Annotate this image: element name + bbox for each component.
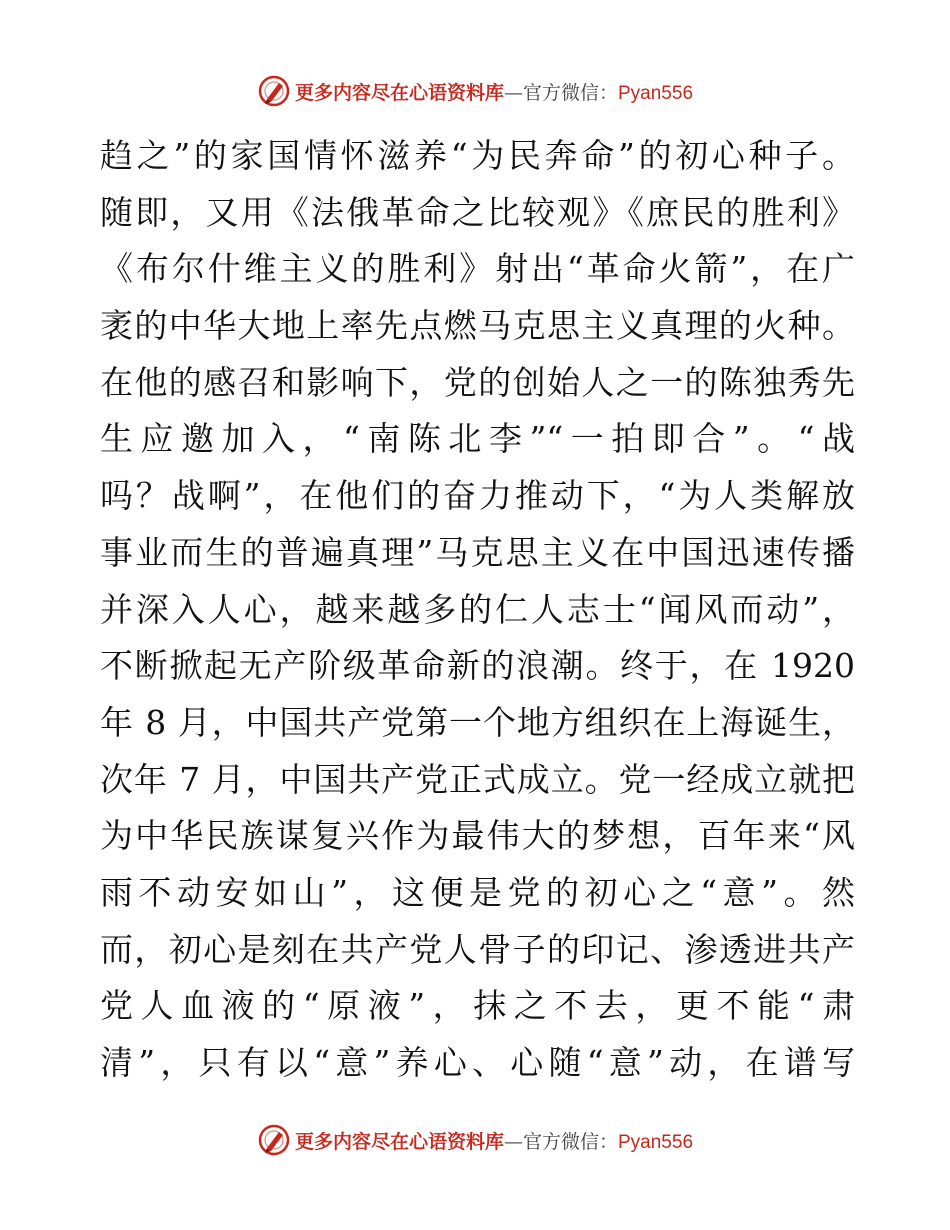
body-line: 在他的感召和影响下，党的创始人之一的陈独秀先 [100, 362, 855, 402]
watermark-wechat-label: 官方微信： [522, 1130, 618, 1153]
body-line: 次年 7 月，中国共产党正式成立。党一经成立就把 [100, 759, 855, 799]
body-line: 而，初心是刻在共产党人骨子的印记、渗透进共产 [100, 929, 855, 969]
body-line: 清”，只有以“意”养心、心随“意”动，在谱写 [100, 1043, 855, 1082]
body-line: 事业而生的普遍真理”马克思主义在中国迅速传播 [100, 532, 855, 572]
watermark-footer [0, 1120, 950, 1160]
body-line: 并深入人心，越来越多的仁人志士“闻风而动”， [100, 589, 855, 629]
body-line: 生应邀加入，“南陈北李”“一拍即合”。“战 [100, 419, 855, 459]
watermark-brand: 更多内容尽在心语资料库 [294, 1130, 504, 1153]
pen-nib-circle-icon [257, 74, 291, 108]
watermark-header [0, 71, 950, 111]
body-line: 吗？战啊”，在他们的奋力推动下，“为人类解放 [100, 476, 855, 516]
watermark-wechat-label: 官方微信： [522, 81, 618, 104]
pen-nib-circle-icon [257, 1123, 291, 1157]
body-line: 为中华民族谋复兴作为最伟大的梦想，百年来“风 [100, 816, 855, 856]
body-line: 袤的中华大地上率先点燃马克思主义真理的火种。 [100, 306, 855, 346]
watermark-separator: — [503, 1130, 523, 1153]
watermark-brand: 更多内容尽在心语资料库 [294, 81, 504, 104]
watermark-text [295, 78, 693, 105]
body-line: 不断掀起无产阶级革命新的浪潮。终于，在 1920 [100, 646, 855, 686]
watermark-text [295, 1127, 693, 1154]
body-line: 《布尔什维主义的胜利》射出“革命火箭”，在广 [100, 249, 855, 289]
body-line: 年 8 月，中国共产党第一个地方组织在上海诞生， [100, 702, 855, 742]
watermark-separator: — [503, 81, 523, 104]
document-body [100, 128, 855, 1092]
body-line: 党人血液的“原液”，抹之不去，更不能“肃 [100, 986, 855, 1026]
watermark-wechat-id: Pyan556 [618, 82, 694, 104]
body-line: 随即，又用《法俄革命之比较观》《庶民的胜利》 [100, 192, 855, 232]
watermark-wechat-id: Pyan556 [618, 1131, 694, 1153]
body-line: 趋之”的家国情怀滋养“为民奔命”的初心种子。 [100, 136, 855, 175]
body-line: 雨不动安如山”，这便是党的初心之“意”。然 [100, 872, 855, 912]
